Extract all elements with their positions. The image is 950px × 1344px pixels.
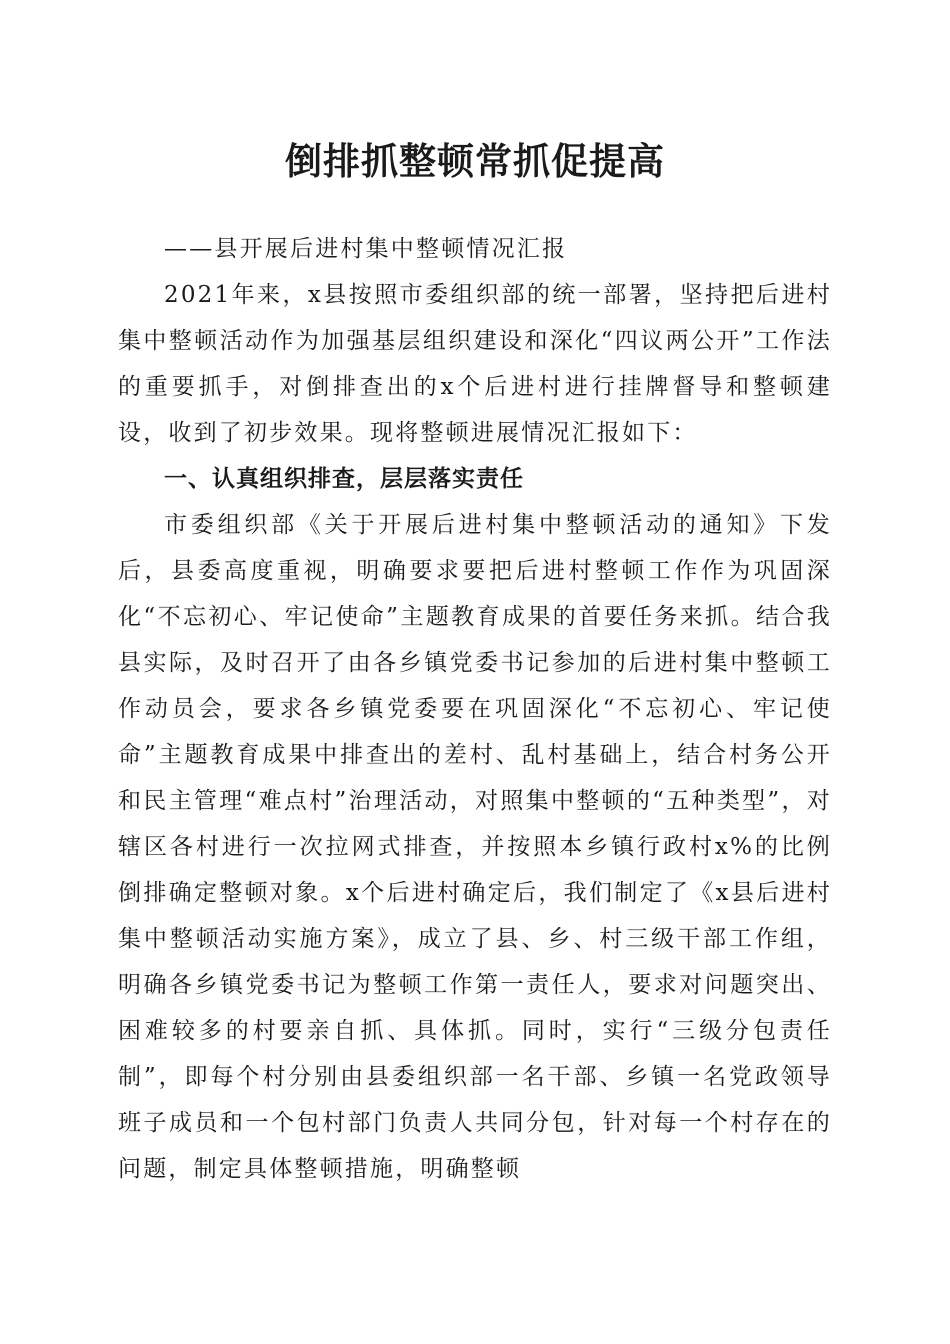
section-heading: 一、认真组织排查，层层落实责任 <box>164 466 524 492</box>
subtitle: ——县开展后进村集中整顿情况汇报 <box>164 236 568 262</box>
document-body <box>118 226 832 1192</box>
intro-paragraph: 2021年来，x县按照市委组织部的统一部署，坚持把后进村集中整顿活动作为加强基层组织建设和深化“四议两公开”工作法的重要抓手，对倒排查出的x个后进村进行挂牌督导和整顿建设，收到了初步效果。现将整顿进展情况汇报如下： <box>118 282 832 446</box>
section-paragraph: 市委组织部《关于开展后进村集中整顿活动的通知》下发后，县委高度重视，明确要求要把后进村整顿工作作为巩固深化“不忘初心、牢记使命”主题教育成果的首要任务来抓。结合我县实际，及时召开了由各乡镇党委书记参加的后进村集中整顿工作动员会，要求各乡镇党委要在巩固深化“不忘初心、牢记使命”主题教育成果中排查出的差村、乱村基础上，结合村务公开和民主管理“难点村”治理活动，对照集中整顿的“五种类型”，对辖区各村进行一次拉网式排查，并按照本乡镇行政村x%的比例倒排确定整顿对象。x个后进村确定后，我们制定了《x县后进村集中整顿活动实施方案》，成立了县、乡、村三级干部工作组，明确各乡镇党委书记为整顿工作第一责任人，要求对问题突出、困难较多的村要亲自抓、具体抓。同时，实行“三级分包责任制”，即每个村分别由县委组织部一名干部、乡镇一名党政领导班子成员和一个包村部门负责人共同分包，针对每一个村存在的问题，制定具体整顿措施，明确整顿 <box>118 512 832 1182</box>
document-title: 倒排抓整顿常抓促提高 <box>285 139 665 183</box>
